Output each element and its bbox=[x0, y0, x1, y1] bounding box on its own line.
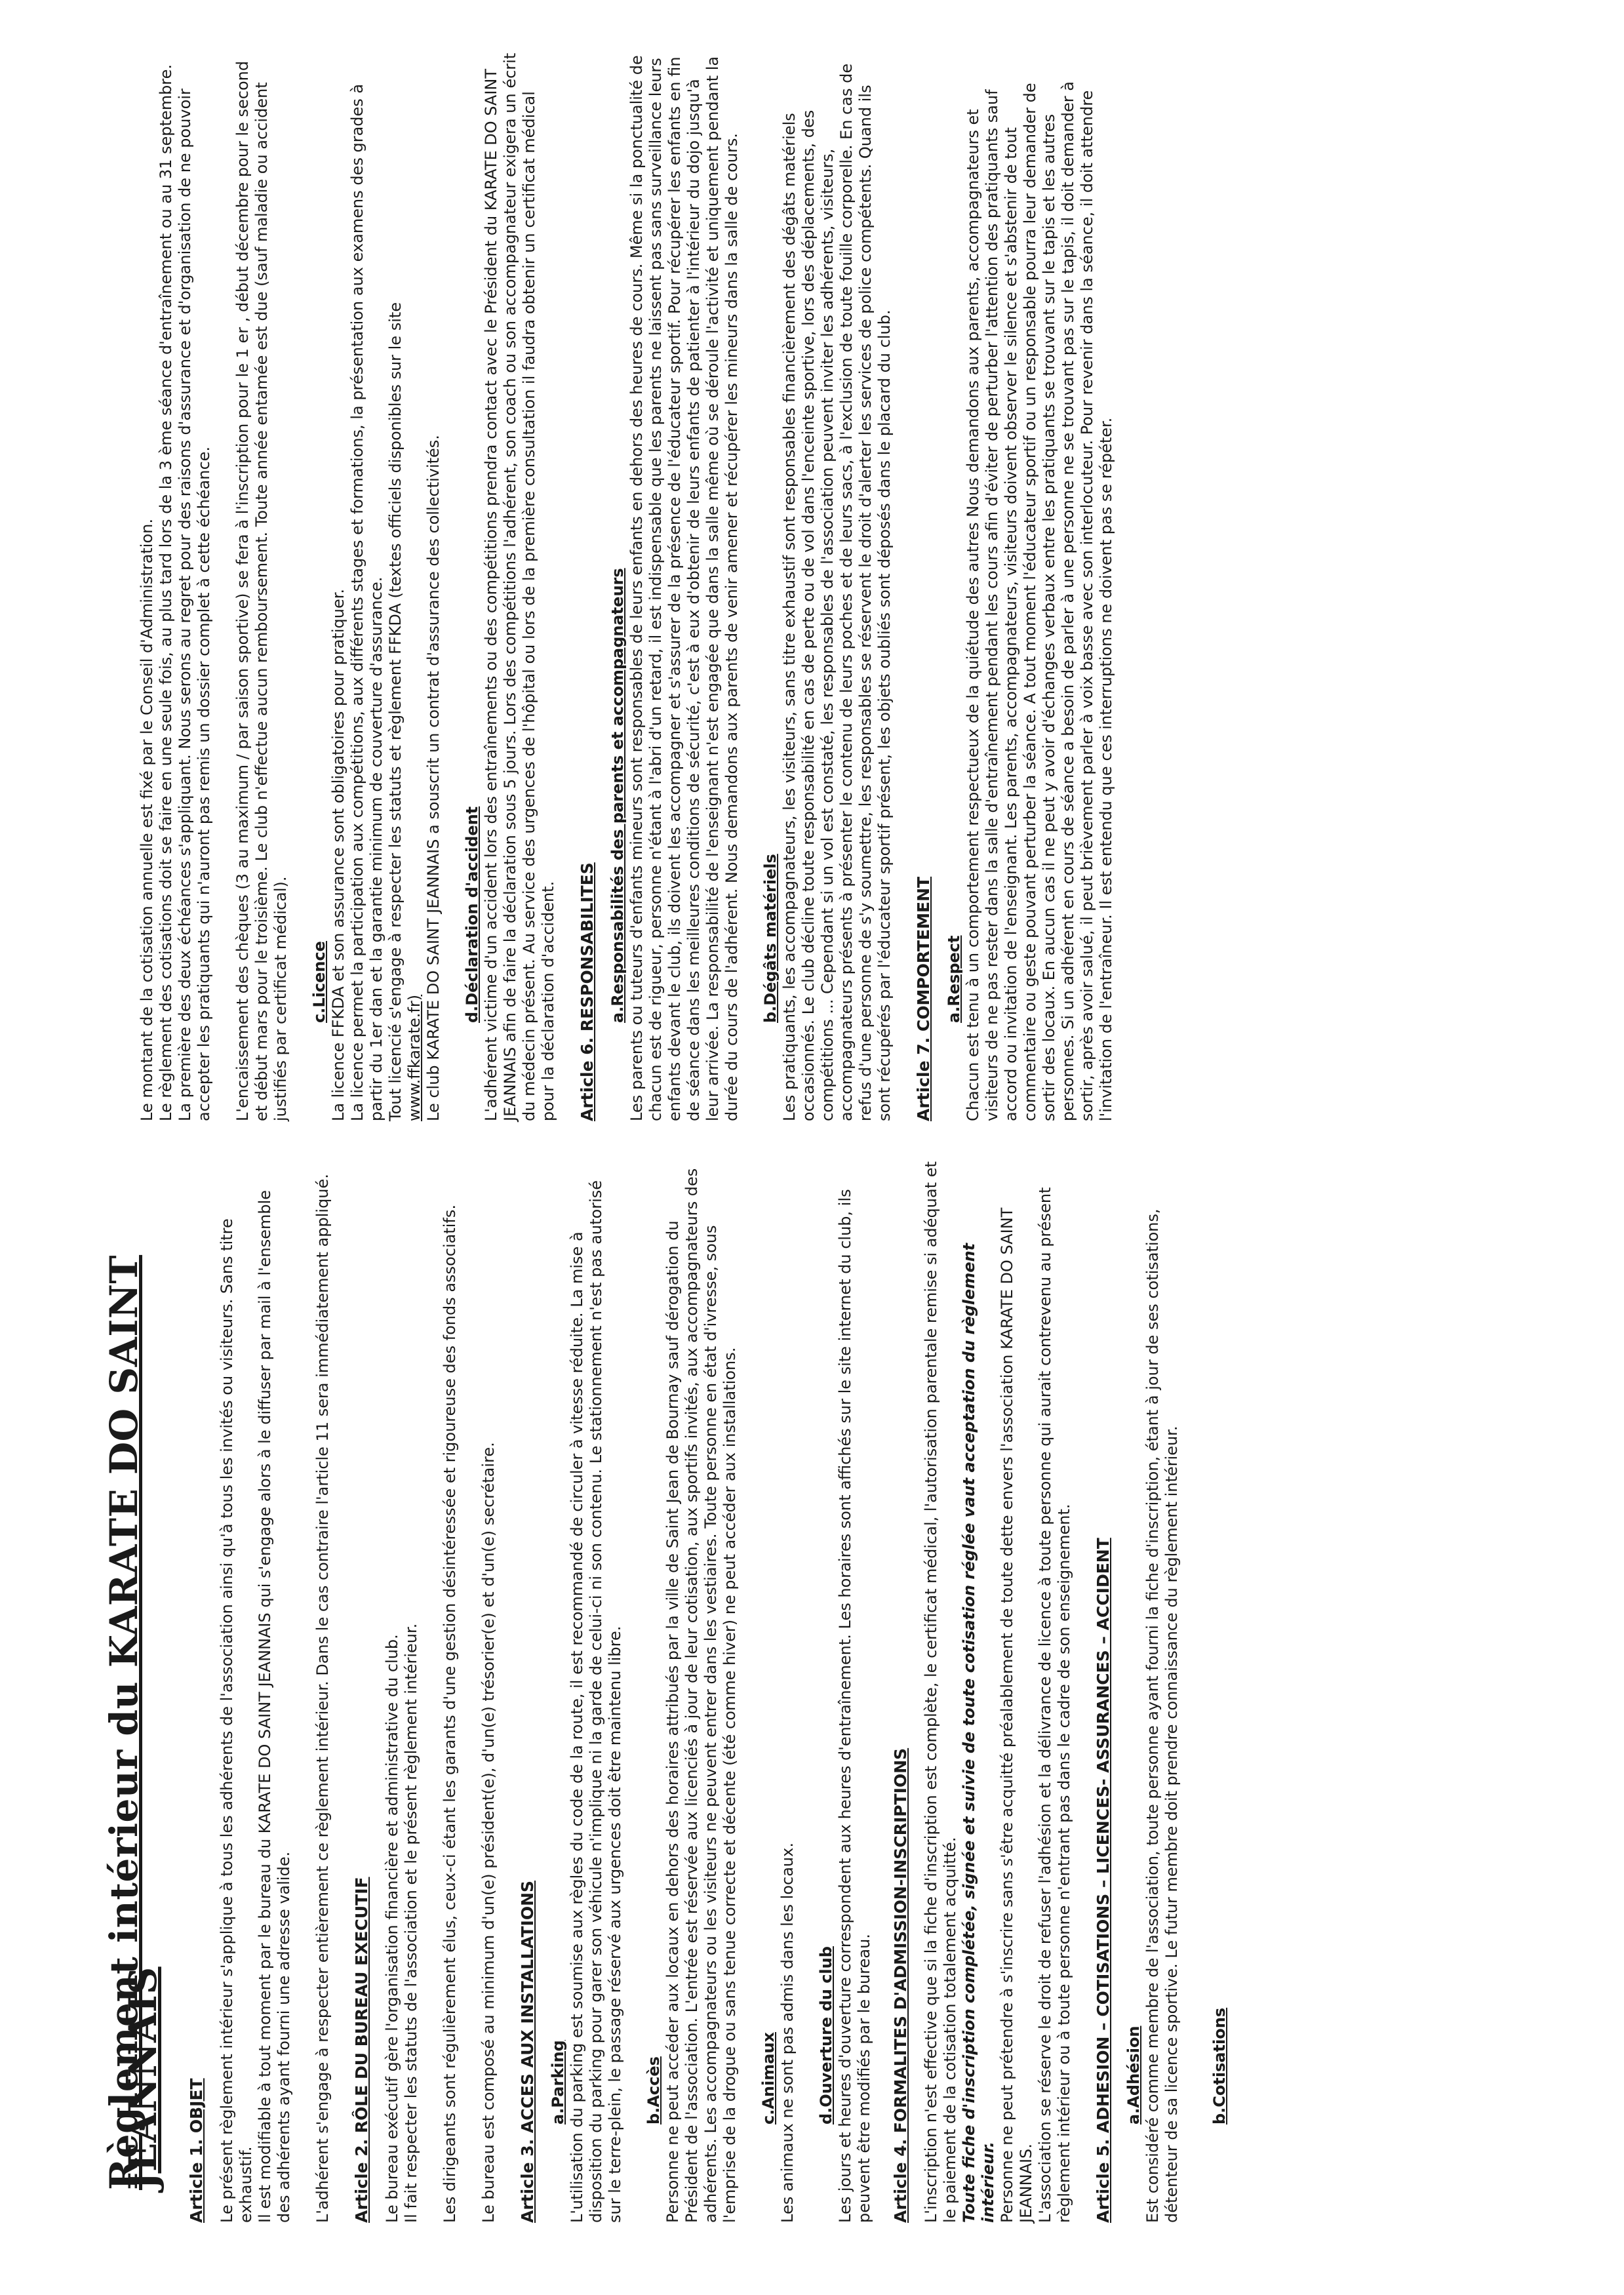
article-1-heading: Article 1. OBJET bbox=[187, 2078, 206, 2223]
responsabilites-subheading: a.Responsabilités des parents et accompagnateurs bbox=[608, 568, 627, 1023]
article-3-heading: Article 3. ACCES AUX INSTALLATIONS bbox=[518, 1880, 537, 2223]
article-6-heading: Article 6. RESPONSABILITES bbox=[578, 862, 597, 1121]
adhesion-subheading: a.Adhésion bbox=[1124, 2026, 1143, 2125]
left-column bbox=[102, 1161, 1229, 2223]
article-1-paragraph: L'adhérent s'engage à respecter entièrement ce règlement intérieur. Dans le cas contraire l'article 11 sera immédiatement appliqué. bbox=[313, 1174, 332, 2223]
article-4-paragraph: L'association se réserve le droit de refuser l'adhésion et la délivrance de licence à toute personne qui aurait contrevenu au présent règlement intérieur ou à toute personne n'entrant pas dans le cadre de son enseignement. bbox=[1036, 1187, 1073, 2223]
right-column bbox=[138, 52, 1136, 1121]
licence-paragraph: La licence FFKDA et son assurance sont obligatoires pour pratiquer. bbox=[329, 588, 347, 1121]
ouverture-paragraph: Les jours et heures d'ouverture correspondent aux heures d'entraînement. Les horaires sont affichés sur le site internet du club, ils peuvent être modifiés par le bureau. bbox=[836, 1189, 873, 2223]
ouverture-subheading: d.Ouverture du club bbox=[817, 1946, 835, 2125]
licence-paragraph: Tout licencié s'engage à respecter les statuts et règlement FFKDA (textes officiels disponibles sur le site bbox=[386, 302, 405, 1121]
article-4-paragraph: Personne ne peut prétendre à s'inscrire sans s'être acquitté préalablement de toute dette envers l'association KARATE DO SAINT JEANNAIS. bbox=[998, 1207, 1035, 2223]
document-title: Règlement intérieur du KARATE DO SAINT JEANNAIS bbox=[102, 1254, 165, 2190]
article-4-heading: Article 4. FORMALITES D'ADMISSION-INSCRIPTIONS bbox=[891, 1747, 910, 2223]
article-2-paragraph: Le bureau est composé au minimum d'un(e) président(e), d'un(e) trésorier(e) et d'un(e) secrétaire. bbox=[479, 1442, 498, 2223]
declaration-subheading: d.Déclaration d'accident bbox=[463, 806, 481, 1023]
respect-paragraph: Chacun est tenu à un comportement respectueux de la quiétude des autres Nous demandons aux parents, accompagnateurs et visiteurs de ne pas rester dans la salle d'entraînement pendant les cours afin d'éviter de perturber l'attention des pratiquants sauf accord ou invitation de l'enseignant. Les parents, accompagnateurs, visiteurs doivent observer le silence et s'abstenir de tout commentaire ou geste pouvant perturber la séance. A tout moment l'éducateur sportif ou un responsable pourra leur demander de sortir des locaux. En aucun cas il ne peut y avoir d'échanges verbaux entre les pratiquants se trouvant sur le tapis et les autres personnes. Si un adhérent en cours de séance a besoin de parler à une personne ne se trouvant pas sur le tapis, il doit demander à sortir, après avoir salué, il peut brièvement parler à voix basse avec son interlocuteur. Pour revenir dans la séance, il doit attendre l'invitation de l'entraîneur. Il est entendu que ces interruptions ne doivent pas se répéter. bbox=[964, 81, 1115, 1121]
respect-subheading: a.Respect bbox=[945, 935, 963, 1023]
ffkarate-link[interactable]: www.ffkarate.fr) bbox=[405, 994, 424, 1121]
licence-paragraph: La licence permet la participation aux compétitions, aux différents stages et formations, la présentation aux examens des grades à partir du 1er dan et la garantie minimum de couverture d'assurance. bbox=[348, 83, 386, 1121]
licence-paragraph: Le club KARATE DO SAINT JEANNAIS a souscrit un contrat d'assurance des collectivités. bbox=[424, 435, 443, 1121]
article-2-paragraph: Il fait respecter les statuts de l'association et le présent règlement intérieur. bbox=[402, 1623, 420, 2223]
responsabilites-paragraph: Les parents ou tuteurs d'enfants mineurs sont responsables de leurs enfants en dehors des heures de cours. Même si la ponctualité de chacun est de rigueur, personne n'étant à l'abri d'un retard, il est indispensable que les parents ne laissent pas sans surveillance leurs enfants devant le club, ils doivent les accompagner et s'assurer de la présence de l'éducateur sportif. Pour récupérer les enfants en fin de séance dans les meilleures conditions de sécurité, c'est à eux d'obtenir de leurs enfants de patienter à l'intérieur du dojo jusqu'à leur arrivée. La responsabilité de l'enseignant n'est engagée que dans la salle même où se déroule l'activité et uniquement pendant la durée du cours de l'adhérent. Nous demandons aux parents de venir amener et récupérer les mineurs dans la salle de cours. bbox=[627, 55, 741, 1121]
parking-subheading: a.Parking bbox=[549, 2040, 567, 2125]
licence-subheading: c.Licence bbox=[310, 941, 328, 1023]
declaration-paragraph: L'adhérent victime d'un accident lors des entraînements ou des compétitions prendra contact avec le Président du KARATE DO SAINT JEANNAIS afin de faire la déclaration sous 5 jours. Lors des compétitions l'adhérent, son coach ou son accompagnateur exigera un écrit du médecin présent. Au service des urgences de l'hôpital ou lors de la première consultation il faudra obtenir un certificat médical pour la déclaration d'accident. bbox=[482, 52, 557, 1121]
cotisations-paragraph: L'encaissement des chèques (3 au maximum / par saison sportive) se fera à l'inscription pour le 1 er , début décembre pour le second et début mars pour le troisième. Le club n'effectue aucun remboursement. Toute année entamée est due (sauf maladie ou accident justifiés par certificat médical). bbox=[233, 60, 290, 1121]
adhesion-paragraph: Est considéré comme membre de l'association, toute personne ayant fourni la fiche d'inscription, étant à jour de ses cotisations, détenteur de sa licence sportive. Le futur membre doit prendre connaissance du règlement intérieur. bbox=[1143, 1208, 1181, 2223]
degats-paragraph: Les pratiquants, les accompagnateurs, les visiteurs, sans titre exhaustif sont responsables financièrement des dégâts matériels occasionnés. Le club décline toute responsabilité en cas de perte ou de vol dans l'enceinte sportive, lors des déplacements, des compétitions ... Cependant si un vol est constaté, les responsables de l'association peuvent inviter les adhérents, visiteurs, accompagnateurs présents à présenter le contenu de leurs poches et de leurs sacs, à l'exclusion de toute fouille corporelle. En cas de refus d'une personne de s'y soumettre, les responsables se réservent le droit d'alerter les services de police compétents. Quand ils sont récupérés par l'éducateur sportif présent, les objets oubliés sont déposés dans le placard du club. bbox=[780, 63, 894, 1121]
article-1-paragraph: Le présent règlement intérieur s'applique à tous les adhérents de l'association ainsi qu'à tous les invités ou visiteurs. Sans titre exhaustif. bbox=[218, 1218, 255, 2223]
animaux-paragraph: Les animaux ne sont pas admis dans les locaux. bbox=[778, 1843, 797, 2223]
article-4-paragraph: L'inscription n'est effective que si la fiche d'inscription est complète, le certificat médical, l'autorisation parentale remise si adéquat et le paiement de la cotisation totalement acquitté. bbox=[922, 1161, 959, 2223]
parking-paragraph: L'utilisation du parking est soumise aux règles du code de la route, il est recommandé de circuler à vitesse réduite. La mise à disposition du parking pour garer son véhicule n'implique ni la garde de celui-ci ni son contenu. Le stationnement n'est pas autorisé sur le terre-plein, le passage réservé aux urgences doit être maintenu libre. bbox=[568, 1180, 624, 2223]
acces-paragraph: Personne ne peut accéder aux locaux en dehors des horaires attribués par la ville de Saint Jean de Bournay sauf dérogation du Président de l'association. L'entrée est réservée aux licenciés à jour de leur cotisation, aux sportifs invités, aux accompagnateurs des adhérents. Les accompagnateurs ou les visiteurs ne peuvent entrer dans les vestiaires. Toute personne en état d'ivresse, sous l'emprise de la drogue ou sans tenue correcte et décente (été comme hiver) ne peut accéder aux installations. bbox=[663, 1168, 739, 2223]
article-4-bold-statement: Toute fiche d'inscription complétée, signée et suivie de toute cotisation réglée vaut acceptation du règlement intérieur. bbox=[960, 1243, 997, 2223]
article-1-paragraph: Il est modifiable à tout moment par le bureau du KARATE DO SAINT JEANNAIS qui s'engage alors à le diffuser par mail à l'ensemble des adhérents ayant fourni une adresse valide. bbox=[256, 1189, 293, 2223]
cotisations-subheading: b.Cotisations bbox=[1210, 2007, 1229, 2125]
degats-subheading: b.Dégâts matériels bbox=[761, 854, 780, 1023]
article-2-paragraph: Les dirigeants sont régulièrement élus, ceux-ci étant les garants d'une gestion désintéressée et rigoureuse des fonds associatifs. bbox=[441, 1205, 459, 2223]
article-2-paragraph: Le bureau exécutif gère l'organisation financière et administrative du club. bbox=[383, 1634, 401, 2223]
animaux-subheading: c.Animaux bbox=[759, 2032, 778, 2125]
article-7-heading: Article 7. COMPORTEMENT bbox=[914, 876, 933, 1121]
cotisations-paragraph: Le montant de la cotisation annuelle est fixé par le Conseil d'Administration. bbox=[138, 519, 156, 1121]
acces-subheading: b.Accès bbox=[644, 2056, 663, 2125]
cotisations-paragraph: Le règlement des cotisations doit se faire en une seule fois, au plus tard lors de la 3 ème séance d'entraînement ou au 31 septembre. La première des deux échéances s'appliquant. Nous serons au regret pour des raisons d'assurance et d'organisation de ne pouvoir accepter les pratiquants qui n'auront pas remis un dossier complet à cette échéance. bbox=[157, 64, 213, 1121]
article-5-heading: Article 5. ADHESION – COTISATIONS – LICENCES- ASSURANCES – ACCIDENT bbox=[1094, 1538, 1113, 2223]
article-2-heading: Article 2. RÔLE DU BUREAU EXECUTIF bbox=[352, 1877, 371, 2223]
